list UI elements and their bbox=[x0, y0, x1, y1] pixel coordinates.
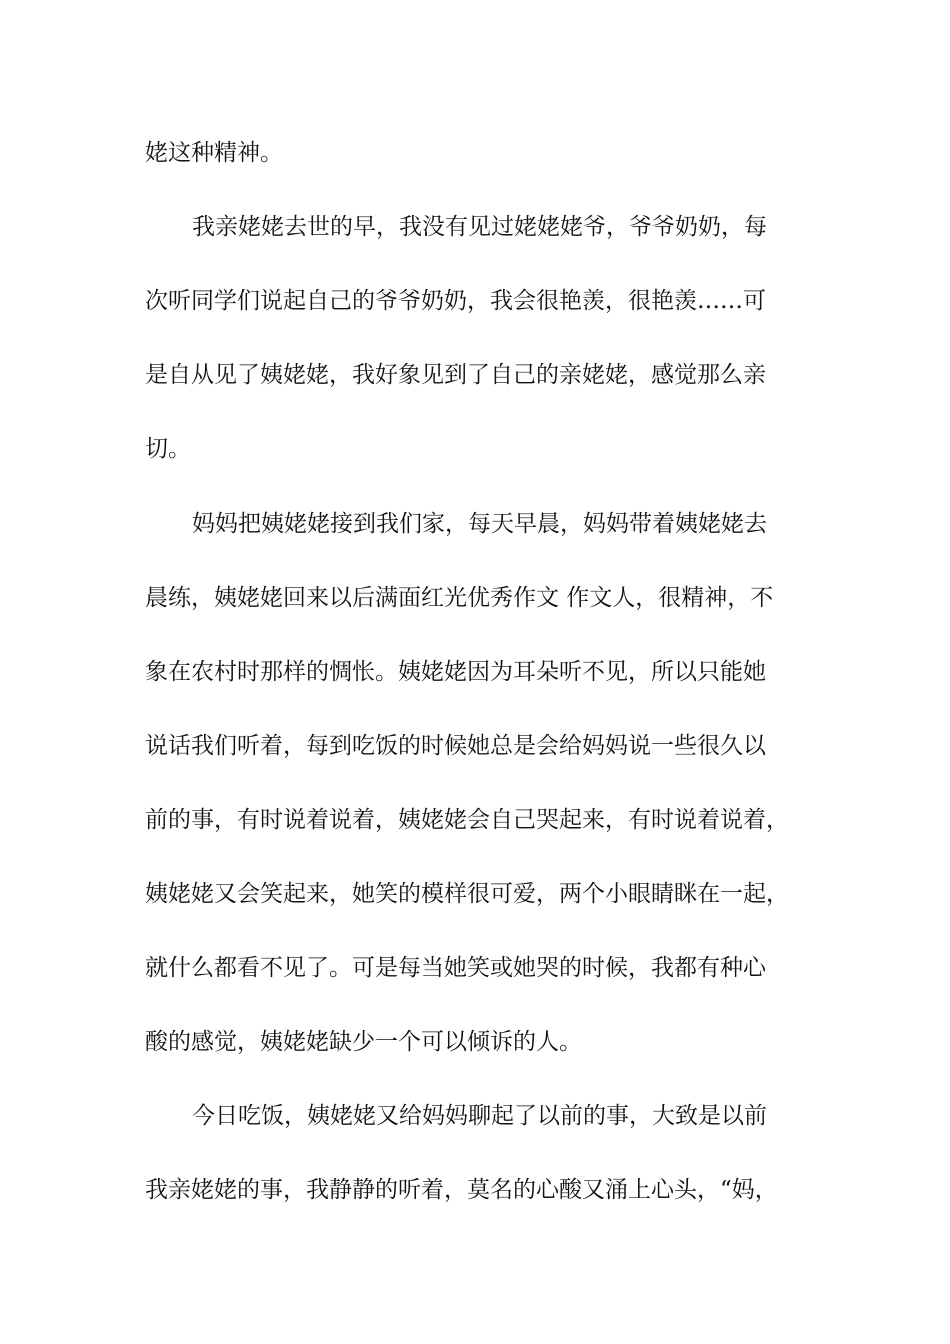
text-line: 次听同学们说起自己的爷爷奶奶，我会很艳羡，很艳羡……可 bbox=[145, 288, 766, 314]
text-line: 是自从见了姨姥姥，我好象见到了自己的亲姥姥，感觉那么亲 bbox=[145, 362, 766, 388]
paragraph-first-line: 妈妈把姨姥姥接到我们家，每天早晨，妈妈带着姨姥姥去 bbox=[192, 511, 767, 537]
paragraph-first-line: 今日吃饭，姨姥姥又给妈妈聊起了以前的事，大致是以前 bbox=[192, 1103, 767, 1129]
text-line: 晨练，姨姥姥回来以后满面红光优秀作文 作文人，很精神，不 bbox=[145, 585, 774, 611]
text-line: 酸的感觉，姨姥姥缺少一个可以倾诉的人。 bbox=[145, 1029, 582, 1055]
text-line: 切。 bbox=[145, 436, 191, 462]
text-line: 就什么都看不见了。可是每当她笑或她哭的时候，我都有种心 bbox=[145, 955, 766, 981]
text-line: 姥这种精神。 bbox=[145, 140, 283, 166]
paragraph-first-line: 我亲姥姥去世的早，我没有见过姥姥姥爷，爷爷奶奶，每 bbox=[192, 214, 767, 240]
text-line: 说话我们听着，每到吃饭的时候她总是会给妈妈说一些很久以 bbox=[145, 733, 766, 759]
text-line: 前的事，有时说着说着，姨姥姥会自己哭起来，有时说着说着， bbox=[145, 807, 789, 833]
text-line: 我亲姥姥的事，我静静的听着，莫名的心酸又涌上心头，“妈， bbox=[145, 1177, 778, 1203]
text-line: 姨姥姥又会笑起来，她笑的模样很可爱，两个小眼睛眯在一起， bbox=[145, 881, 789, 907]
text-line: 象在农村时那样的惆怅。姨姥姥因为耳朵听不见，所以只能她 bbox=[145, 659, 766, 685]
